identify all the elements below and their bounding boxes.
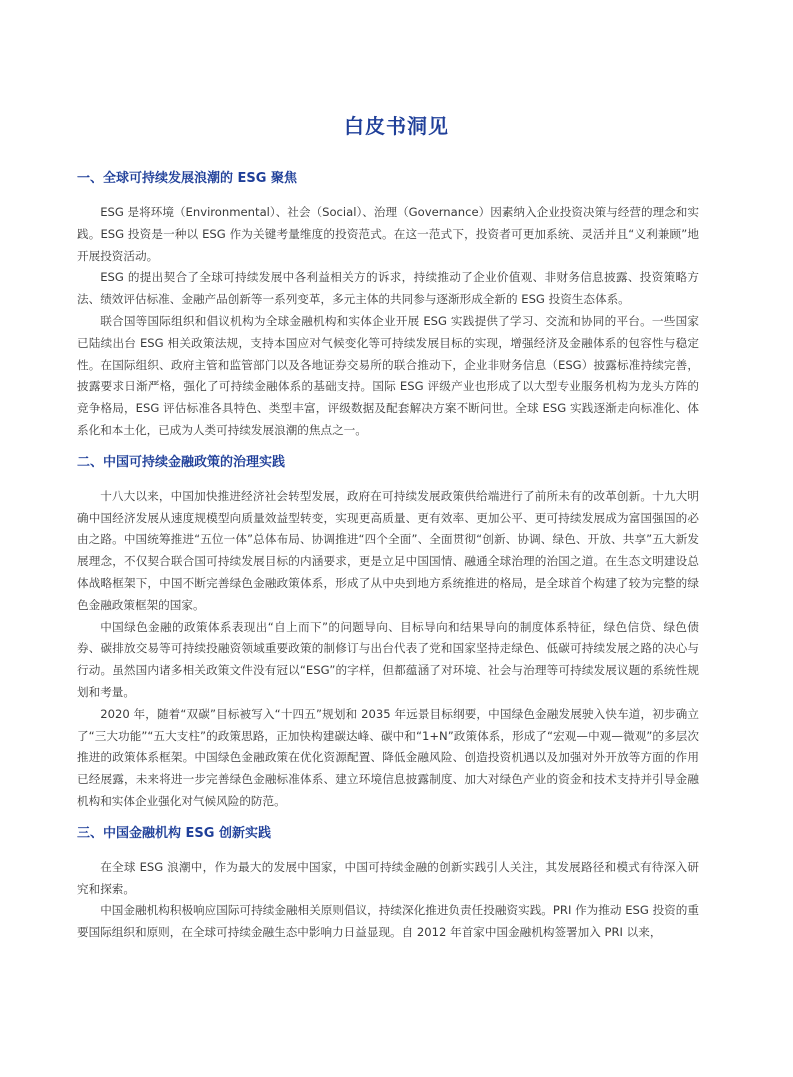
paragraph: ESG 是将环境（Environmental）、社会（Social）、治理（Governance）因素纳入企业投资决策与经营的理念和实践。ESG 投资是一种以 ESG 作为关键考量维度的投资范式。在这一范式下，投资者可更加系统、灵活并且“义利兼顾”地开展投资活动。 <box>77 205 699 263</box>
section-policy-governance <box>77 452 699 813</box>
section-esg-focus <box>77 168 699 442</box>
page-title: 白皮书洞见 <box>344 114 449 138</box>
paragraph: 在全球 ESG 浪潮中，作为最大的发展中国家，中国可持续金融的创新实践引人关注，其发展路径和模式有待深入研究和探索。 <box>77 859 699 896</box>
paragraph: 联合国等国际组织和倡议机构为全球金融机构和实体企业开展 ESG 实践提供了学习、交流和协同的平台。一些国家已陆续出台 ESG 相关政策法规，支持本国应对气候变化等可持续发展目标的实现，增强经济及金融体系的包容性与稳定性。在国际组织、政府主管和监管部门以及各地证券交易所的联合推动下，企业非财务信息（ESG）披露标准持续完善，披露要求日渐严格，强化了可持续金融体系的基础支持。国际 ESG 评级产业也形成了以大型专业服务机构为龙头方阵的竞争格局，ESG 评估标准各具特色、类型丰富，评级数据及配套解决方案不断问世。全球 ESG 实践逐渐走向标准化、体系化和本土化，已成为人类可持续发展浪潮的焦点之一。 <box>77 313 699 437</box>
document-body <box>77 168 699 944</box>
section-institution-practice <box>77 823 699 944</box>
paragraph: 2020 年，随着“双碳”目标被写入“十四五”规划和 2035 年远景目标纲要，中国绿色金融发展驶入快车道，初步确立了“三大功能”“五大支柱”的政策思路，正加快构建碳达峰、碳中和“1+N”政策体系，形成了“宏观—中观—微观”的多层次推进的政策体系框架。中国绿色金融政策在优化资源配置、降低金融风险、创造投资机遇以及加强对外开放等方面的作用已经展露，未来将进一步完善绿色金融标准体系、建立环境信息披露制度、加大对绿色产业的资金和技术支持并引导金融机构和实体企业强化对气候风险的防范。 <box>77 706 699 808</box>
section-heading: 三、中国金融机构 ESG 创新实践 <box>77 825 271 841</box>
paragraph: 十八大以来，中国加快推进经济社会转型发展，政府在可持续发展政策供给端进行了前所未有的改革创新。十九大明确中国经济发展从速度规模型向质量效益型转变，实现更高质量、更有效率、更加公平、更可持续发展成为富国强国的必由之路。中国统筹推进“五位一体”总体布局、协调推进“四个全面”、全面贯彻“创新、协调、绿色、开放、共享”五大新发展理念，不仅契合联合国可持续发展目标的内涵要求，更是立足中国国情、融通全球治理的治国之道。在生态文明建设总体战略框架下，中国不断完善绿色金融政策体系，形成了从中央到地方系统推进的格局，是全球首个构建了较为完整的绿色金融政策框架的国家。 <box>77 488 699 612</box>
paragraph: 中国金融机构积极响应国际可持续金融相关原则倡议，持续深化推进负责任投融资实践。PRI 作为推动 ESG 投资的重要国际组织和原则，在全球可持续金融生态中影响力日益显现。自 2012 年首家中国金融机构签署加入 PRI 以来， <box>77 903 699 940</box>
paragraph: ESG 的提出契合了全球可持续发展中各利益相关方的诉求，持续推动了企业价值观、非财务信息披露、投资策略方法、绩效评估标准、金融产品创新等一系列变革，多元主体的共同参与逐渐形成全新的 ESG 投资生态体系。 <box>77 270 699 307</box>
section-heading: 一、全球可持续发展浪潮的 ESG 聚焦 <box>77 171 297 186</box>
section-heading: 二、中国可持续金融政策的治理实践 <box>77 454 286 470</box>
paragraph: 中国绿色金融的政策体系表现出“自上而下”的问题导向、目标导向和结果导向的制度体系特征，绿色信贷、绿色债券、碳排放交易等可持续投融资领域重要政策的制修订与出台代表了党和国家坚持走绿色、低碳可持续发展之路的决心与行动。虽然国内诸多相关政策文件没有冠以“ESG”的字样，但都蕴涵了对环境、社会与治理等可持续发展议题的系统性规划和考量。 <box>77 619 699 699</box>
